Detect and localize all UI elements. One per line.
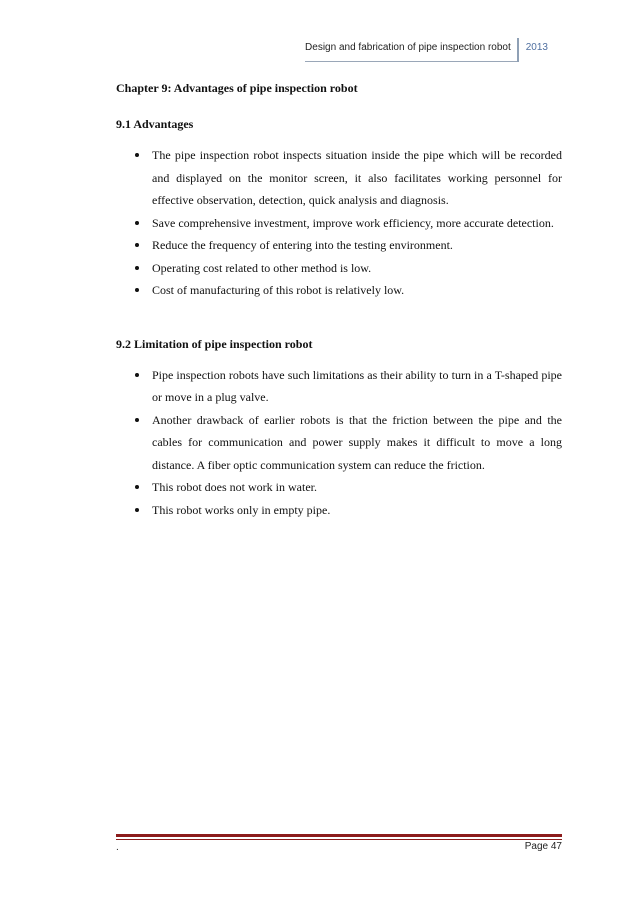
list-item-text: This robot does not work in water. — [152, 480, 317, 494]
bullet-icon — [135, 508, 139, 512]
list-item — [116, 499, 562, 522]
section-limitations — [116, 336, 562, 522]
bullet-icon — [135, 153, 139, 157]
list-item-text: Another drawback of earlier robots is that the friction between the pipe and the cables for communication and power supply makes it difficult to move a long distance. A fiber optic communication system can reduce the friction. — [152, 412, 562, 472]
footer-rule — [116, 834, 562, 840]
page-header — [305, 38, 548, 62]
list-item-text: Cost of manufacturing of this robot is relatively low. — [152, 283, 405, 297]
list-item — [116, 409, 562, 477]
list-item — [116, 257, 562, 280]
section-heading: 9.1 Advantages — [116, 117, 194, 131]
page-content — [116, 70, 562, 521]
list-item — [116, 212, 562, 235]
footer-left-text: . — [116, 842, 119, 853]
list-item-text: Reduce the frequency of entering into the testing environment. — [152, 238, 453, 252]
list-item — [116, 144, 562, 212]
bullet-icon — [135, 418, 139, 422]
list-item — [116, 234, 562, 257]
bullet-icon — [135, 266, 139, 270]
header-title: Design and fabrication of pipe inspection robot — [305, 38, 517, 62]
list-item-text: Save comprehensive investment, improve work efficiency, more accurate detection. — [152, 215, 554, 230]
advantages-list — [116, 144, 562, 302]
section-advantages — [116, 116, 562, 302]
limitations-list — [116, 364, 562, 522]
list-item — [116, 364, 562, 409]
chapter-title: Chapter 9: Advantages of pipe inspection robot — [116, 81, 358, 95]
list-item-text: Operating cost related to other method is low. — [152, 260, 372, 275]
list-item — [116, 476, 562, 499]
bullet-icon — [135, 288, 139, 292]
section-heading: 9.2 Limitation of pipe inspection robot — [116, 336, 313, 351]
bullet-icon — [135, 243, 139, 247]
list-item-text: The pipe inspection robot inspects situation inside the pipe which will be recorded and displayed on the monitor screen, it also facilitates working personnel for effective observation, detection, quick analysis and diagnosis. — [152, 148, 562, 207]
bullet-icon — [135, 221, 139, 225]
header-year: 2013 — [525, 42, 548, 53]
footer-rule-thin — [116, 839, 562, 840]
list-item-text: This robot works only in empty pipe. — [152, 502, 331, 517]
list-item-text: Pipe inspection robots have such limitations as their ability to turn in a T-shaped pipe or move in a plug valve. — [152, 367, 562, 404]
page-number: Page 47 — [524, 841, 562, 852]
bullet-icon — [135, 485, 139, 489]
footer-rule-thick — [116, 834, 562, 837]
bullet-icon — [135, 373, 139, 377]
list-item — [116, 279, 562, 302]
